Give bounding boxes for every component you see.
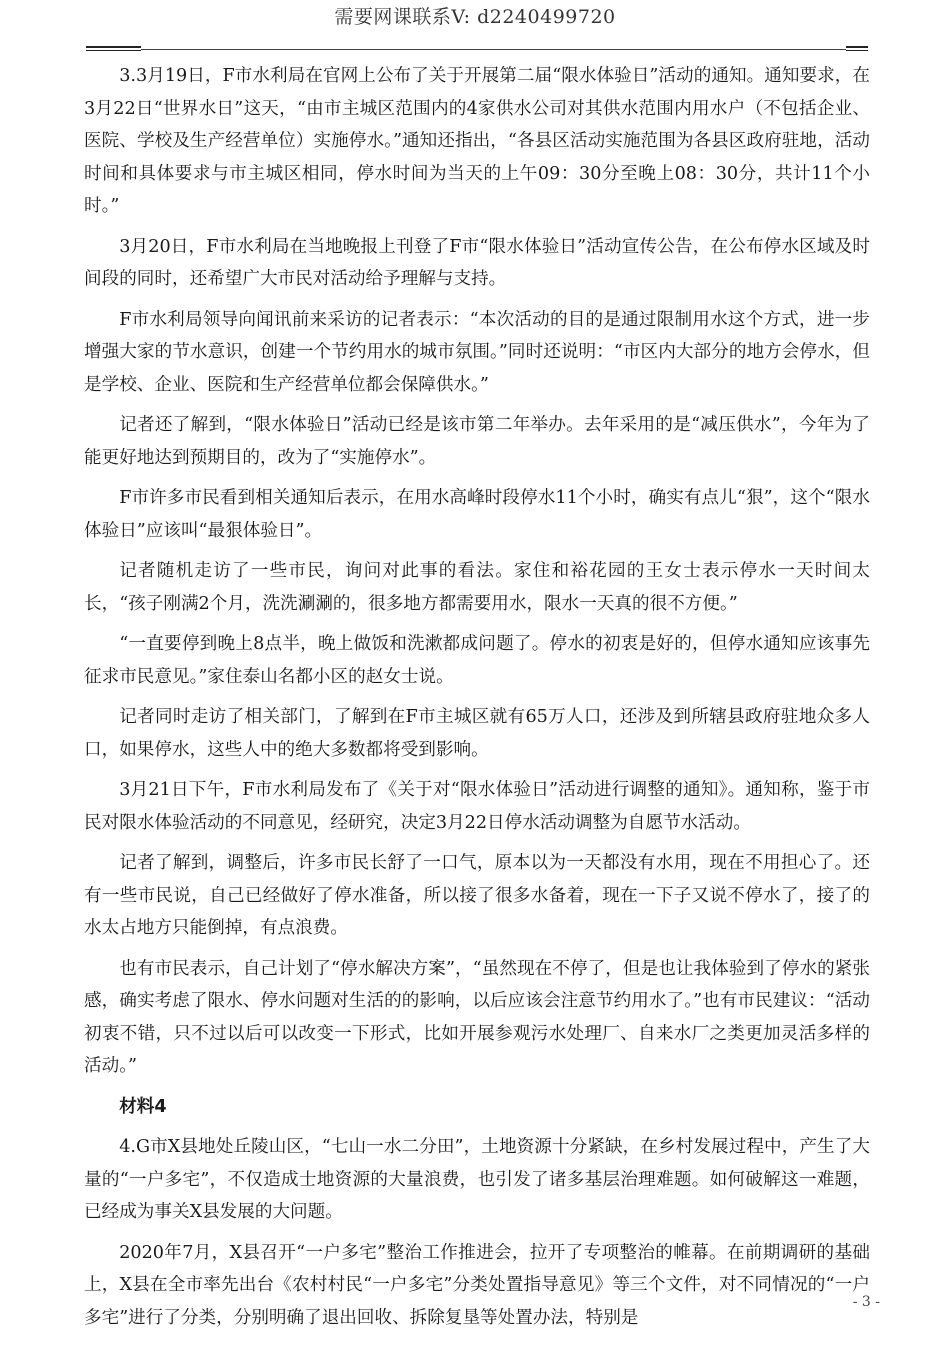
paragraph: 记者同时走访了相关部门，了解到在F市主城区就有65万人口，还涉及到所辖县政府驻地众多人口，如果停水，这些人中的绝大多数都将受到影响。	[84, 707, 870, 760]
document-body	[84, 60, 870, 1342]
paragraph: “一直要停到晚上8点半，晚上做饭和洗漱都成问题了。停水的初衷是好的，但停水通知应该事先征求市民意见。”家住泰山名都小区的赵女士说。	[84, 634, 870, 687]
paragraph: 记者还了解到，“限水体验日”活动已经是该市第二年举办。去年采用的是“减压供水”，今年为了能更好地达到预期目的，改为了“实施停水”。	[84, 415, 870, 468]
paragraph: 记者随机走访了一些市民，询问对此事的看法。家住和裕花园的王女士表示停水一天时间太长，“孩子刚满2个月，洗洗涮涮的，很多地方都需要用水，限水一天真的很不方便。”	[84, 561, 870, 614]
paragraph: 2020年7月，X县召开“一户多宅”整治工作推进会，拉开了专项整治的帷幕。在前期调研的基础上，X县在全市率先出台《农村村民“一户多宅”分类处置指导意见》等三个文件，对不同情况的“一户多宅”进行了分类，分别明确了退出回收、拆除复垦等处置办法，特别是	[84, 1242, 870, 1328]
paragraph: 也有市民表示，自己计划了“停水解决方案”，“虽然现在不停了，但是也让我体验到了停水的紧张感，确实考虑了限水、停水问题对生活的的影响，以后应该会注意节约用水了。”也有市民建议：“活动初衷不错，只不过以后可以改变一下形式，比如开展参观污水处理厂、自来水厂之类更加灵活多样的活动。”	[84, 958, 870, 1076]
section-heading: 材料4	[119, 1096, 167, 1117]
paragraph: 4.G市X县地处丘陵山区，“七山一水二分田”，土地资源十分紧缺，在乡村发展过程中，产生了大量的“一户多宅”，不仅造成士地资源的大量浪费，也引发了诸多基层治理难题。如何破解这一难题，已经成为事关X县发展的大问题。	[84, 1137, 870, 1222]
header-rule-left-thin	[86, 50, 141, 51]
header-rule-right-thick	[846, 46, 868, 48]
paragraph: 记者了解到，调整后，许多市民长舒了一口气，原本以为一天都没有水用，现在不用担心了。还有一些市民说，自己已经做好了停水准备，所以接了很多水备着，现在一下子又说不停水了，接了的水太占地方只能倒掉，有点浪费。	[84, 853, 870, 938]
page-header: 需要网课联系V: d2240499720	[334, 6, 616, 28]
header-rule-left-thick	[86, 46, 141, 48]
header-rule-middle	[141, 49, 846, 50]
paragraph: 3.3月19日，F市水利局在官网上公布了关于开展第二届“限水体验日”活动的通知。通知要求，在3月22日“世界水日”这天，“由市主城区范围内的4家供水公司对其供水范围内用水户（不包括企业、医院、学校及生产经营单位）实施停水。”通知还指出，“各县区活动实施范围为各县区政府驻地，活动时间和具体要求与市主城区相同，停水时间为当天的上午09：30分至晚上08：30分，共计11个小时。”	[84, 66, 870, 216]
header-rule-right-thin	[846, 50, 868, 51]
paragraph: 3月20日，F市水利局在当地晚报上刊登了F市“限水体验日”活动宣传公告，在公布停水区域及时间段的同时，还希望广大市民对活动给予理解与支持。	[84, 236, 870, 289]
paragraph: 3月21日下午，F市水利局发布了《关于对“限水体验日”活动进行调整的通知》。通知称，鉴于市民对限水体验活动的不同意见，经研究，决定3月22日停水活动调整为自愿节水活动。	[84, 780, 870, 833]
page-number: - 3 -	[852, 1294, 880, 1310]
paragraph: F市许多市民看到相关通知后表示，在用水高峰时段停水11个小时，确实有点儿“狠”，这个“限水体验日”应该叫“最狠体验日”。	[84, 488, 870, 541]
paragraph: F市水利局领导向闻讯前来采访的记者表示：“本次活动的目的是通过限制用水这个方式，进一步增强大家的节水意识，创建一个节约用水的城市氛围。”同时还说明：“市区内大部分的地方会停水，但是学校、企业、医院和生产经营单位都会保障供水。”	[84, 309, 870, 395]
